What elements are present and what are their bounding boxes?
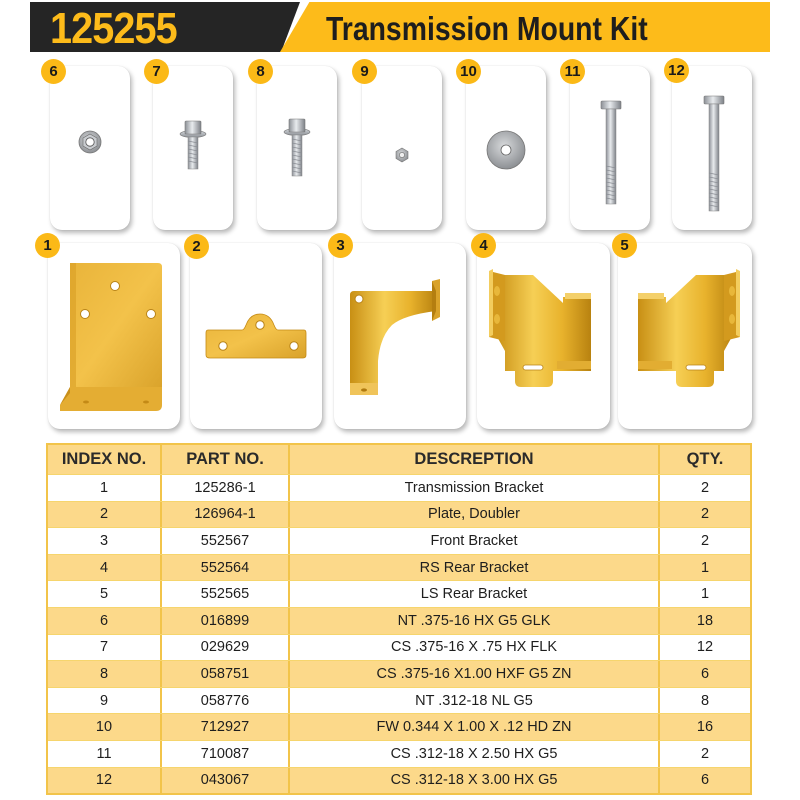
ls-rear-bracket-icon [624, 261, 744, 411]
cell-qty: 1 [700, 559, 710, 576]
cell-qty: 1 [700, 586, 710, 603]
part-card-8 [257, 66, 337, 230]
cell-index: 6 [48, 608, 162, 634]
table-header-row [48, 445, 750, 474]
header-part-no: PART NO. [162, 445, 290, 474]
table-row [48, 527, 750, 554]
cell-description: CS .312-18 X 3.00 HX G5 [290, 768, 660, 794]
cell-part-no: 029629 [162, 635, 290, 661]
cell-description: Plate, Doubler [290, 502, 660, 528]
cell-index: 7 [48, 635, 162, 661]
cell-part-no: 712927 [162, 714, 290, 740]
cell-part-no: 552565 [162, 581, 290, 607]
cell-description: LS Rear Bracket [290, 581, 660, 607]
cell-qty: 2 [700, 532, 710, 549]
cell-index: 9 [48, 688, 162, 714]
cell-qty: 8 [700, 692, 710, 709]
header-qty: QTY. [686, 450, 724, 468]
table-row [48, 607, 750, 634]
transmission-bracket-icon [54, 259, 170, 417]
index-badge-9: 9 [352, 59, 377, 84]
table-row [48, 554, 750, 581]
part-card-11 [570, 66, 650, 230]
cell-qty: 6 [700, 772, 710, 789]
cell-index: 3 [48, 528, 162, 554]
part-card-1 [48, 243, 180, 429]
kit-part-number: 125255 [50, 4, 177, 53]
cell-part-no: 043067 [162, 768, 290, 794]
cell-description: Front Bracket [290, 528, 660, 554]
table-row [48, 713, 750, 740]
index-badge-10: 10 [456, 59, 481, 84]
hex-bolt-250-icon [599, 100, 623, 206]
cell-qty: 18 [696, 612, 714, 629]
part-card-2 [190, 243, 322, 429]
cell-qty: 2 [700, 745, 710, 762]
cell-index: 12 [48, 768, 162, 794]
part-card-10 [466, 66, 546, 230]
cell-qty: 2 [700, 506, 710, 523]
kit-title: Transmission Mount Kit [326, 10, 648, 47]
cell-index: 11 [48, 741, 162, 767]
cell-part-no: 552567 [162, 528, 290, 554]
cell-index: 2 [48, 502, 162, 528]
cell-part-no: 125286-1 [162, 475, 290, 501]
cell-description: RS Rear Bracket [290, 555, 660, 581]
table-row [48, 580, 750, 607]
table-row [48, 634, 750, 661]
part-card-3 [334, 243, 466, 429]
flat-washer-icon [486, 130, 526, 170]
cell-part-no: 058751 [162, 661, 290, 687]
cell-description: NT .312-18 NL G5 [290, 688, 660, 714]
parts-table [46, 443, 752, 795]
table-row [48, 474, 750, 501]
table-row [48, 501, 750, 528]
index-badge-4: 4 [471, 233, 496, 258]
index-badge-8: 8 [248, 59, 273, 84]
cell-description: CS .375-16 X1.00 HXF G5 ZN [290, 661, 660, 687]
index-badge-11: 11 [560, 59, 585, 84]
index-badge-12: 12 [664, 58, 689, 83]
small-nut-icon [394, 147, 410, 163]
index-badge-5: 5 [612, 233, 637, 258]
rs-rear-bracket-icon [485, 261, 605, 411]
cell-part-no: 552564 [162, 555, 290, 581]
cell-qty: 12 [696, 639, 714, 656]
index-badge-2: 2 [184, 234, 209, 259]
index-badge-7: 7 [144, 59, 169, 84]
cell-description: FW 0.344 X 1.00 X .12 HD ZN [290, 714, 660, 740]
cell-qty: 6 [700, 665, 710, 682]
cell-part-no: 016899 [162, 608, 290, 634]
part-card-6 [50, 66, 130, 230]
cell-index: 8 [48, 661, 162, 687]
index-badge-1: 1 [35, 233, 60, 258]
table-row [48, 660, 750, 687]
header-index: INDEX NO. [48, 445, 162, 474]
cell-description: CS .312-18 X 2.50 HX G5 [290, 741, 660, 767]
cell-description: NT .375-16 HX G5 GLK [290, 608, 660, 634]
cell-index: 1 [48, 475, 162, 501]
part-card-7 [153, 66, 233, 230]
cell-part-no: 058776 [162, 688, 290, 714]
cell-qty: 2 [700, 479, 710, 496]
cell-description: CS .375-16 X .75 HX FLK [290, 635, 660, 661]
front-bracket-icon [344, 277, 448, 407]
cell-part-no: 710087 [162, 741, 290, 767]
table-row [48, 767, 750, 794]
table-row [48, 687, 750, 714]
part-card-9 [362, 66, 442, 230]
flange-bolt-icon [281, 116, 313, 180]
part-card-4 [477, 243, 610, 429]
header-description: DESCREPTION [290, 445, 660, 474]
table-row [48, 740, 750, 767]
cell-index: 10 [48, 714, 162, 740]
hex-bolt-300-icon [702, 95, 726, 213]
cell-index: 5 [48, 581, 162, 607]
index-badge-3: 3 [328, 233, 353, 258]
title-banner [30, 2, 770, 52]
cell-index: 4 [48, 555, 162, 581]
cell-part-no: 126964-1 [162, 502, 290, 528]
index-badge-6: 6 [41, 59, 66, 84]
flange-bolt-short-icon [177, 118, 209, 174]
cell-qty: 16 [696, 719, 714, 736]
part-card-5 [618, 243, 752, 429]
flange-nut-icon [76, 128, 104, 156]
part-card-12 [672, 66, 752, 230]
doubler-plate-icon [204, 313, 308, 373]
cell-description: Transmission Bracket [290, 475, 660, 501]
